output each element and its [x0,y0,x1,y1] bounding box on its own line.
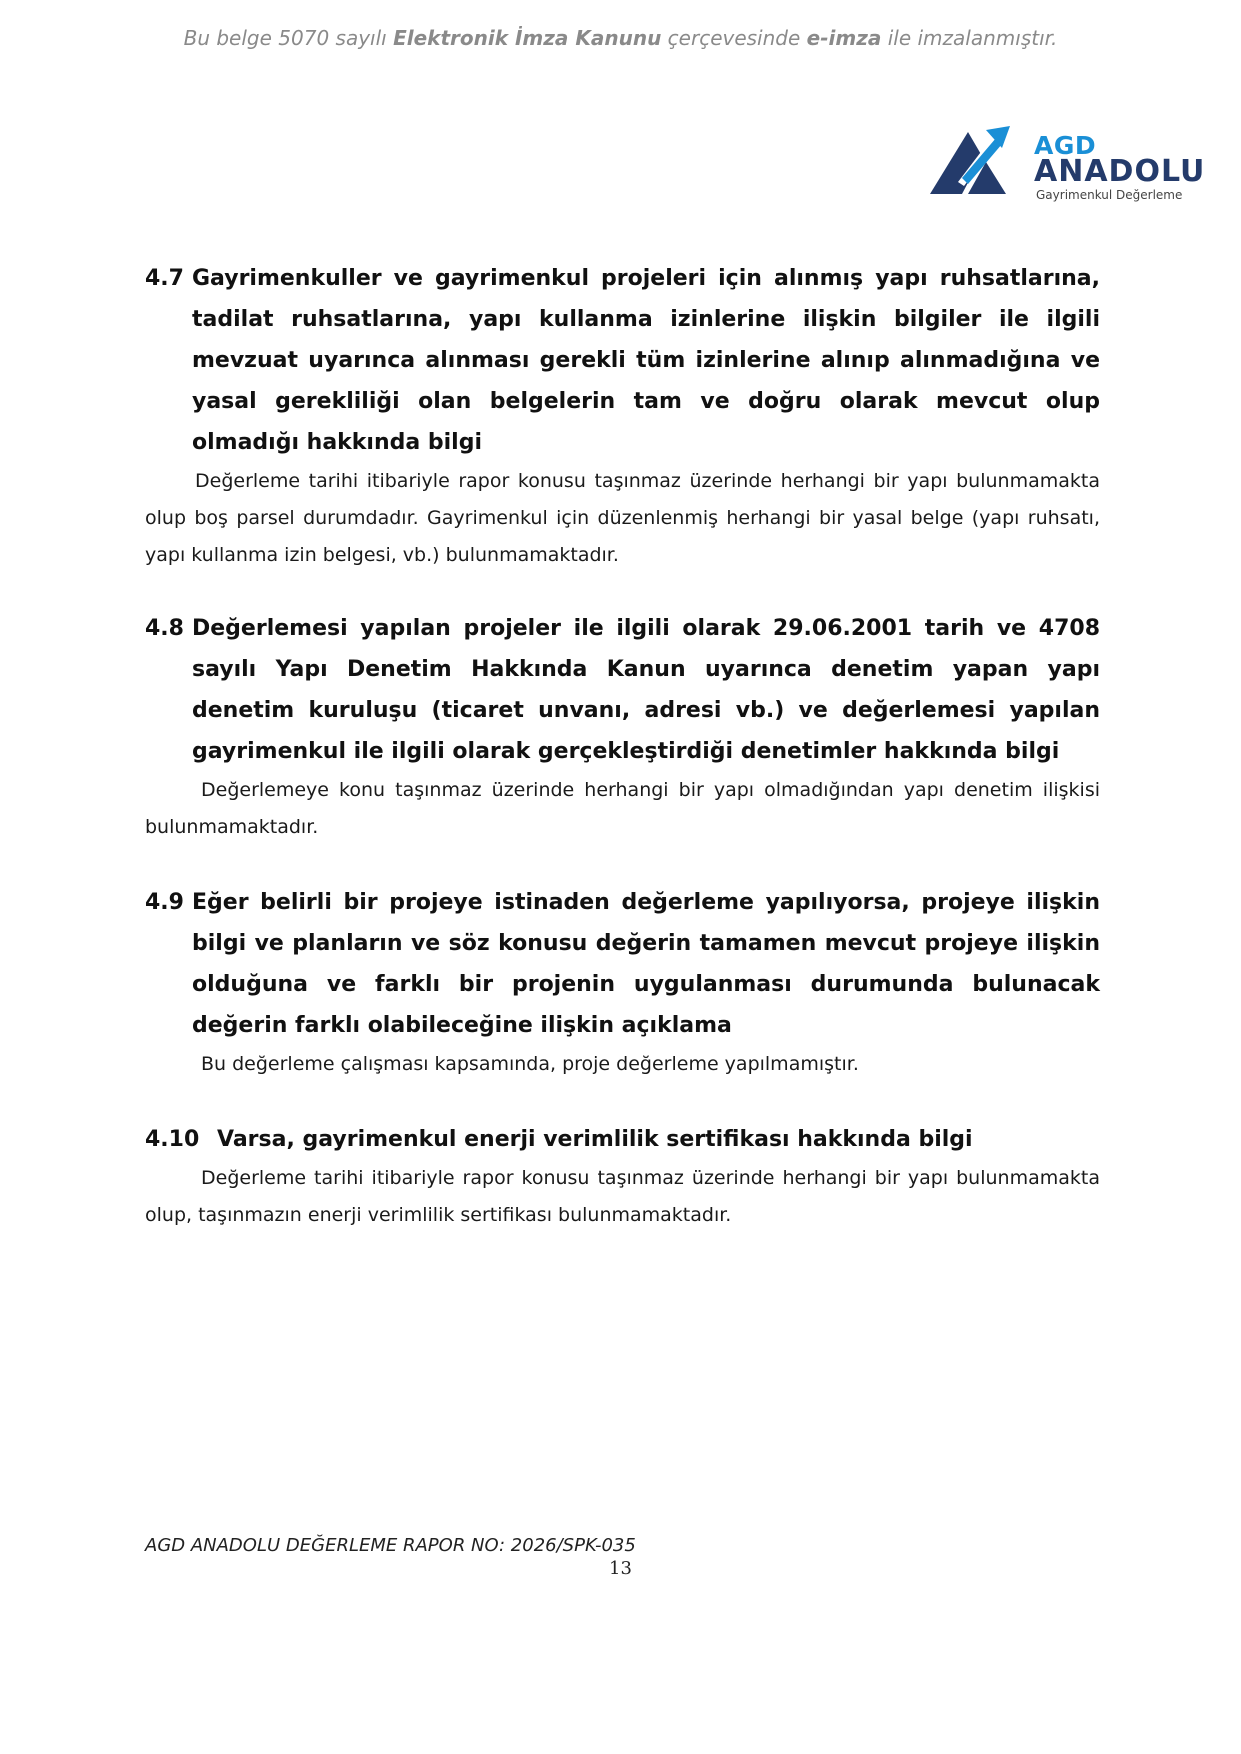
section-body [145,463,1100,574]
section-4-9 [145,882,1100,1083]
section-body [145,772,1100,846]
report-number-footer: AGD ANADOLU DEĞERLEME RAPOR NO: 2026/SPK-035 [145,1535,636,1556]
section-body-text: Değerleme tarihi itibariyle rapor konusu taşınmaz üzerinde herhangi bir yapı bulunmamakta olup, taşınmazın enerji verimlilik sertifikası bulunmamaktadır. [145,1167,1100,1226]
esign-bold-2: e-imza [806,26,882,50]
section-heading-text: Eğer belirli bir projeye istinaden değerleme yapılıyorsa, projeye ilişkin bilgi ve planların ve söz konusu değerin tamamen mevcut projeye ilişkin olduğuna ve farklı bir projenin uygulanması durumunda bulunacak değerin farklı olabileceğine ilişkin açıklama [192,890,1100,1038]
esign-bold-1: Elektronik İmza Kanunu [393,26,662,50]
section-heading [145,1119,1100,1160]
section-body-text: Değerleme tarihi itibariyle rapor konusu taşınmaz üzerinde herhangi bir yapı bulunmamakta olup boş parsel durumdadır. Gayrimenkul için düzenlenmiş herhangi bir yasal belge (yapı ruhsatı, yapı kullanma izin belgesi, vb.) bulunmamaktadır. [145,470,1100,566]
section-heading [145,258,1100,463]
section-body-text: Değerlemeye konu taşınmaz üzerinde herhangi bir yapı olmadığından yapı denetim ilişkisi bulunmamaktadır. [145,779,1100,838]
logo-tagline: Gayrimenkul Değerleme [1036,188,1183,202]
section-heading-text: Varsa, gayrimenkul enerji verimlilik sertifikası hakkında bilgi [217,1127,973,1152]
section-body-text: Bu değerleme çalışması kapsamında, proje değerleme yapılmamıştır. [201,1053,859,1075]
logo-text-anadolu: ANADOLU [1034,154,1206,189]
section-body [145,1046,1100,1083]
logo-mark-icon [928,124,1032,196]
section-number: 4.7 [145,266,184,291]
esign-text-3: ile imzalanmıştır. [881,26,1058,50]
section-number: 4.10 [145,1127,200,1152]
section-number: 4.8 [145,616,184,641]
section-heading [145,608,1100,772]
section-4-8 [145,608,1100,846]
section-heading-text: Gayrimenkuller ve gayrimenkul projeleri için alınmış yapı ruhsatlarına, tadilat ruhsatlarına, yapı kullanma izinlerine ilişkin bilgiler ile ilgili mevzuat uyarınca alınması gerekli tüm izinlerine alınıp alınmadığına ve yasal gerekliliği olan belgelerin tam ve doğru olarak mevcut olup olmadığı hakkında bilgi [192,266,1100,455]
logo-text-agd: AGD [1034,131,1097,160]
esign-text-1: Bu belge 5070 sayılı [183,26,394,50]
section-4-7 [145,258,1100,574]
section-4-10 [145,1119,1100,1234]
page-number: 13 [609,1558,632,1579]
section-number: 4.9 [145,890,184,915]
section-heading-text: Değerlemesi yapılan projeler ile ilgili olarak 29.06.2001 tarih ve 4708 sayılı Yapı Denetim Hakkında Kanun uyarınca denetim yapan yapı denetim kuruluşu (ticaret unvanı, adresi vb.) ve değerlemesi yapılan gayrimenkul ile ilgili olarak gerçekleştirdiği denetimler hakkında bilgi [192,616,1100,764]
esign-text-2: çerçevesinde [661,26,807,50]
company-logo [928,124,1208,204]
section-body [145,1160,1100,1234]
section-heading [145,882,1100,1046]
e-signature-notice [0,26,1241,50]
